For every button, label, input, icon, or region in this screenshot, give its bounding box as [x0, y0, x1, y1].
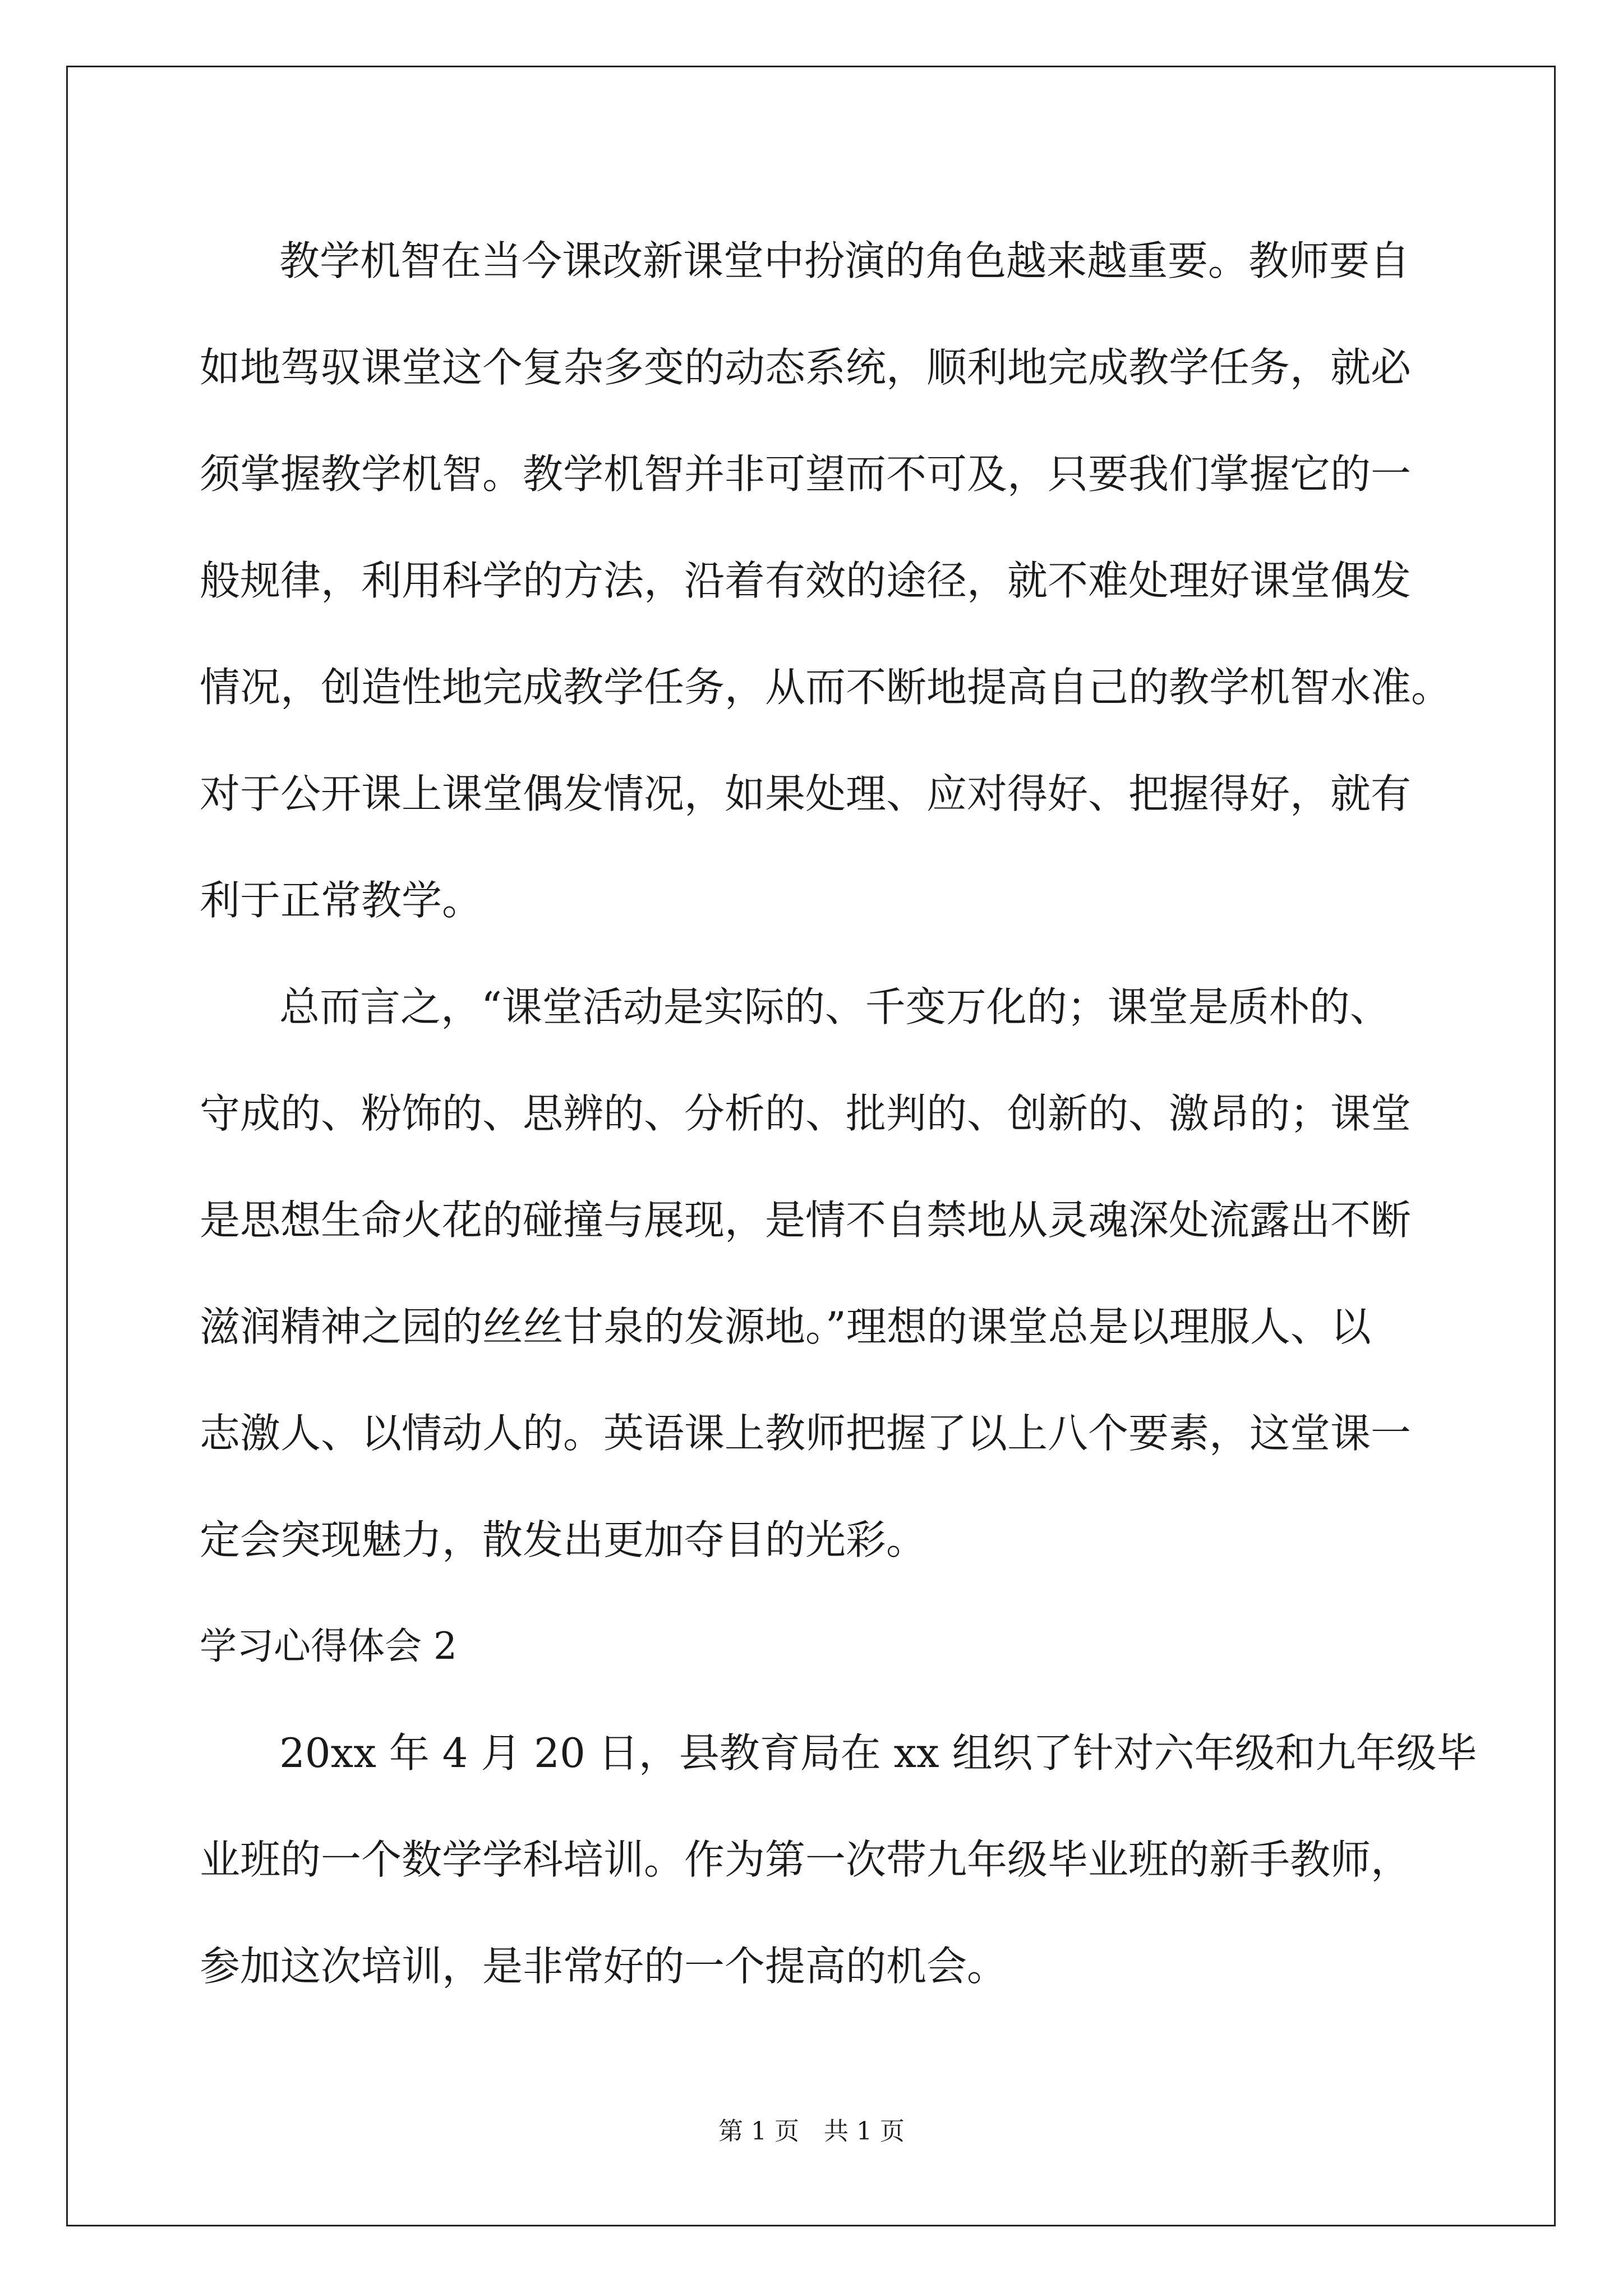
- paragraph-3: [200, 1700, 1477, 2019]
- paragraph-line: 20xx 年 4 月 20 日，县教育局在 xx 组织了针对六年级和九年级毕: [279, 1729, 1477, 1777]
- paragraph-line: 滋润精神之园的丝丝甘泉的发源地。”理想的课堂总是以理服人、以: [200, 1303, 1371, 1350]
- paragraph-line: 定会突现魅力，散发出更加夺目的光彩。: [200, 1516, 927, 1563]
- paragraph-line: 是思想生命火花的碰撞与展现，是情不自禁地从灵魂深处流露出不断: [200, 1197, 1412, 1244]
- paragraph-line: 般规律，利用科学的方法，沿着有效的途径，就不难处理好课堂偶发: [200, 557, 1412, 604]
- paragraph-line: 对于公开课上课堂偶发情况，如果处理、应对得好、把握得好，就有: [200, 770, 1412, 817]
- paragraph-line: 利于正常教学。: [200, 877, 483, 924]
- section-title: 学习心得体会 2: [200, 1625, 457, 1668]
- paragraph-line: 参加这次培训，是非常好的一个提高的机会。: [200, 1943, 1008, 1990]
- paragraph-line: 情况，创造性地完成教学任务，从而不断地提高自己的教学机智水准。: [200, 664, 1452, 711]
- paragraph-line: 总而言之，“课堂活动是实际的、千变万化的；课堂是质朴的、: [279, 983, 1390, 1030]
- paragraph-1: [200, 208, 1452, 954]
- paragraph-line: 守成的、粉饰的、思辨的、分析的、批判的、创新的、激昂的；课堂: [200, 1090, 1412, 1137]
- paragraph-line: 须掌握教学机智。教学机智并非可望而不可及，只要我们掌握它的一: [200, 450, 1412, 498]
- document-body: [200, 208, 1477, 2019]
- paragraph-line: 志激人、以情动人的。英语课上教师把握了以上八个要素，这堂课一: [200, 1410, 1412, 1457]
- paragraph-line: 教学机智在当今课改新课堂中扮演的角色越来越重要。教师要自: [279, 237, 1410, 284]
- paragraph-line: 业班的一个数学学科培训。作为第一次带九年级毕业班的新手教师，: [200, 1836, 1412, 1883]
- page-footer: 第 1 页 共 1 页: [718, 2117, 905, 2146]
- paragraph-2: [200, 954, 1439, 1593]
- paragraph-line: 如地驾驭课堂这个复杂多变的动态系统，顺利地完成教学任务，就必: [200, 344, 1412, 391]
